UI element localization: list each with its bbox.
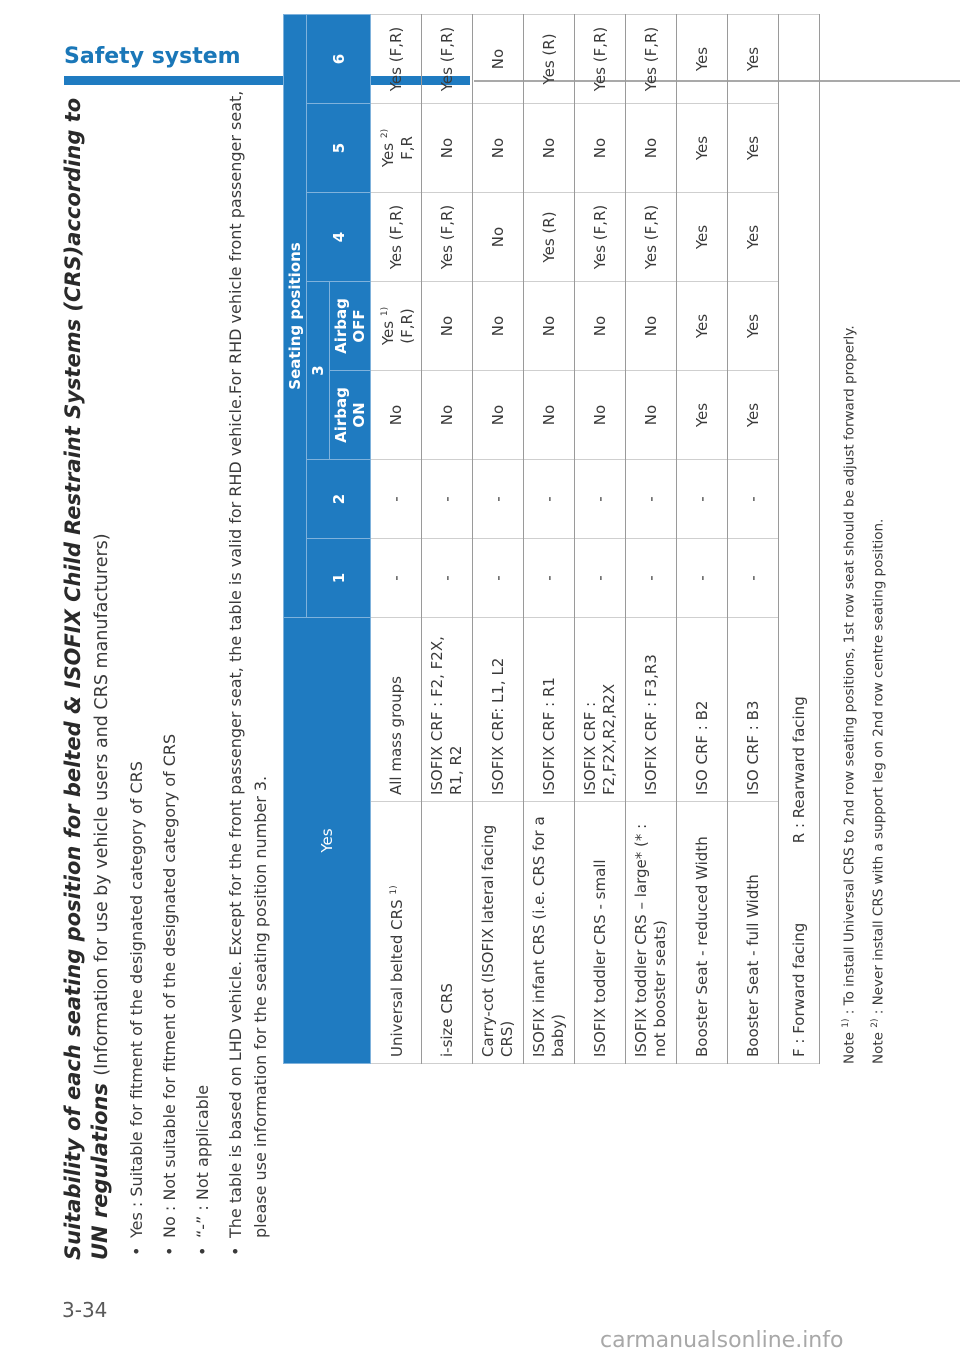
table-row — [524, 15, 575, 1064]
cell-pos-6: Yes (F,R) — [371, 15, 422, 104]
cell-pos-1: - — [575, 539, 626, 618]
cell-pos-4: Yes (F,R) — [626, 193, 677, 282]
cell-pos-3-airbag-off: No — [473, 282, 524, 371]
cell-pos-5: No — [524, 104, 575, 193]
list-item: • No : Not suitable for fitment of the designated category of CRS — [160, 733, 179, 1256]
cell-pos-4: Yes (R) — [524, 193, 575, 282]
cell-pos-3-airbag-off: No — [524, 282, 575, 371]
cell-pos-3-airbag-off: No — [422, 282, 473, 371]
group-cell: ISOFIX CRF: L1, L2 — [473, 618, 524, 802]
col-header-airbag-off: Airbag OFF — [330, 282, 371, 371]
table-row — [371, 15, 422, 1064]
cell-pos-1: - — [524, 539, 575, 618]
cell-pos-1: - — [677, 539, 728, 618]
cell-pos-3-airbag-on: Yes — [728, 371, 779, 460]
watermark: carmanualsonline.info — [600, 1328, 844, 1353]
cell-pos-4: Yes (F,R) — [371, 193, 422, 282]
group-cell: All mass groups — [371, 618, 422, 802]
cell-pos-4: Yes (F,R) — [422, 193, 473, 282]
cell-pos-3-airbag-on: No — [575, 371, 626, 460]
cell-pos-2: - — [524, 460, 575, 539]
legend-rearward: R : Rearward facing — [789, 696, 808, 844]
title-bold: Suitability of each seating position for belted & ISOFIX Child Restraint Systems (CRS)according to UN regulations — [61, 97, 112, 1260]
table-row — [473, 15, 524, 1064]
cell-pos-3-airbag-on: No — [626, 371, 677, 460]
group-cell: ISOFIX CRF : F3,R3 — [626, 618, 677, 802]
section-title: Safety system — [64, 44, 241, 69]
cell-pos-4: Yes — [677, 193, 728, 282]
cell-pos-2: - — [422, 460, 473, 539]
cell-pos-5: No — [626, 104, 677, 193]
list-item: • The table is based on LHD vehicle. Except for the front passenger seat, the table is valid for RHD vehicle.For RHD vehicle front passenger seat, please use information for the seating position number 3. — [226, 90, 270, 1256]
col-header-airbag-on: Airbag ON — [330, 371, 371, 460]
cell-pos-3-airbag-on: Yes — [677, 371, 728, 460]
cell-pos-1: - — [626, 539, 677, 618]
cell-pos-3-airbag-off: No — [575, 282, 626, 371]
cell-pos-5: No — [422, 104, 473, 193]
category-cell: ISOFIX toddler CRS - small — [575, 802, 626, 1064]
category-cell: Universal belted CRS $^{1)}$ — [371, 802, 422, 1064]
table-row — [422, 15, 473, 1064]
notes — [834, 90, 891, 1064]
cell-pos-3-airbag-off: Yes — [728, 282, 779, 371]
cell-pos-6: Yes — [677, 15, 728, 104]
cell-pos-2: - — [626, 460, 677, 539]
col-header-6: 6 — [307, 15, 371, 104]
cell-pos-5: Yes — [728, 104, 779, 193]
note-1: Note $^{1)}$ : To install Universal CRS to 2nd row seating positions, 1st row seat should be adjust forward properly. — [841, 325, 858, 1064]
cell-pos-2: - — [728, 460, 779, 539]
cell-pos-6: Yes (F,R) — [575, 15, 626, 104]
category-cell: Booster Seat - reduced Width — [677, 802, 728, 1064]
col-header-1: 1 — [307, 539, 371, 618]
cell-pos-3-airbag-off: Yes $^{1)}$ (F,R) — [371, 282, 422, 371]
seating-positions-header: Seating positions — [284, 15, 307, 618]
category-cell: ISOFIX infant CRS (i.e. CRS for a baby) — [524, 802, 575, 1064]
table-row — [626, 15, 677, 1064]
cell-pos-3-airbag-on: No — [473, 371, 524, 460]
cell-pos-1: - — [371, 539, 422, 618]
cell-pos-4: No — [473, 193, 524, 282]
col-header-3: 3 — [307, 282, 330, 460]
cell-pos-4: Yes — [728, 193, 779, 282]
group-cell: ISOFIX CRF : F2, F2X, R1, R2 — [422, 618, 473, 802]
cell-pos-3-airbag-on: No — [371, 371, 422, 460]
page-number: 3-34 — [62, 1298, 108, 1322]
group-cell: ISO CRF : B2 — [677, 618, 728, 802]
cell-pos-2: - — [677, 460, 728, 539]
crs-table-body — [371, 15, 779, 1064]
cell-pos-6: Yes — [728, 15, 779, 104]
corner-cell: Yes — [284, 618, 371, 1064]
cell-pos-1: - — [422, 539, 473, 618]
table-row — [728, 15, 779, 1064]
crs-table — [283, 14, 820, 1064]
cell-pos-6: Yes (R) — [524, 15, 575, 104]
cell-pos-1: - — [728, 539, 779, 618]
cell-pos-3-airbag-on: No — [524, 371, 575, 460]
list-item: • “-” : Not applicable — [193, 1084, 212, 1256]
cell-pos-3-airbag-off: No — [626, 282, 677, 371]
group-cell: ISOFIX CRF : F2,F2X,R2,R2X — [575, 618, 626, 802]
note-2: Note $^{2)}$ : Never install CRS with a support leg on 2nd row centre seating position. — [869, 518, 886, 1064]
cell-pos-4: Yes (F,R) — [575, 193, 626, 282]
col-header-2: 2 — [307, 460, 371, 539]
cell-pos-5: No — [473, 104, 524, 193]
cell-pos-6: Yes (F,R) — [422, 15, 473, 104]
cell-pos-6: No — [473, 15, 524, 104]
cell-pos-2: - — [371, 460, 422, 539]
col-header-4: 4 — [307, 193, 371, 282]
legend-forward: F : Forward facing — [789, 922, 808, 1057]
cell-pos-5: Yes $^{2)}$ F,R — [371, 104, 422, 193]
main-title — [60, 90, 116, 1260]
cell-pos-5: Yes — [677, 104, 728, 193]
table-row — [677, 15, 728, 1064]
group-cell: ISOFIX CRF : R1 — [524, 618, 575, 802]
table-row — [575, 15, 626, 1064]
cell-pos-2: - — [473, 460, 524, 539]
legend-row — [779, 15, 820, 1064]
category-cell: i-size CRS — [422, 802, 473, 1064]
category-cell: Carry-cot (ISOFIX lateral facing CRS) — [473, 802, 524, 1064]
cell-pos-1: - — [473, 539, 524, 618]
category-cell: Booster Seat - full Width — [728, 802, 779, 1064]
cell-pos-3-airbag-on: No — [422, 371, 473, 460]
category-cell: ISOFIX toddler CRS – large* (* : not booster seats) — [626, 802, 677, 1064]
list-item: • Yes : Suitable for fitment of the designated category of CRS — [127, 761, 146, 1256]
title-sub: (Information for use by vehicle users and CRS manufacturers) — [92, 533, 112, 1076]
group-cell: ISO CRF : B3 — [728, 618, 779, 802]
bullet-list — [124, 90, 273, 1260]
cell-pos-3-airbag-off: Yes — [677, 282, 728, 371]
col-header-5: 5 — [307, 104, 371, 193]
cell-pos-6: Yes (F,R) — [626, 15, 677, 104]
cell-pos-5: No — [575, 104, 626, 193]
cell-pos-2: - — [575, 460, 626, 539]
